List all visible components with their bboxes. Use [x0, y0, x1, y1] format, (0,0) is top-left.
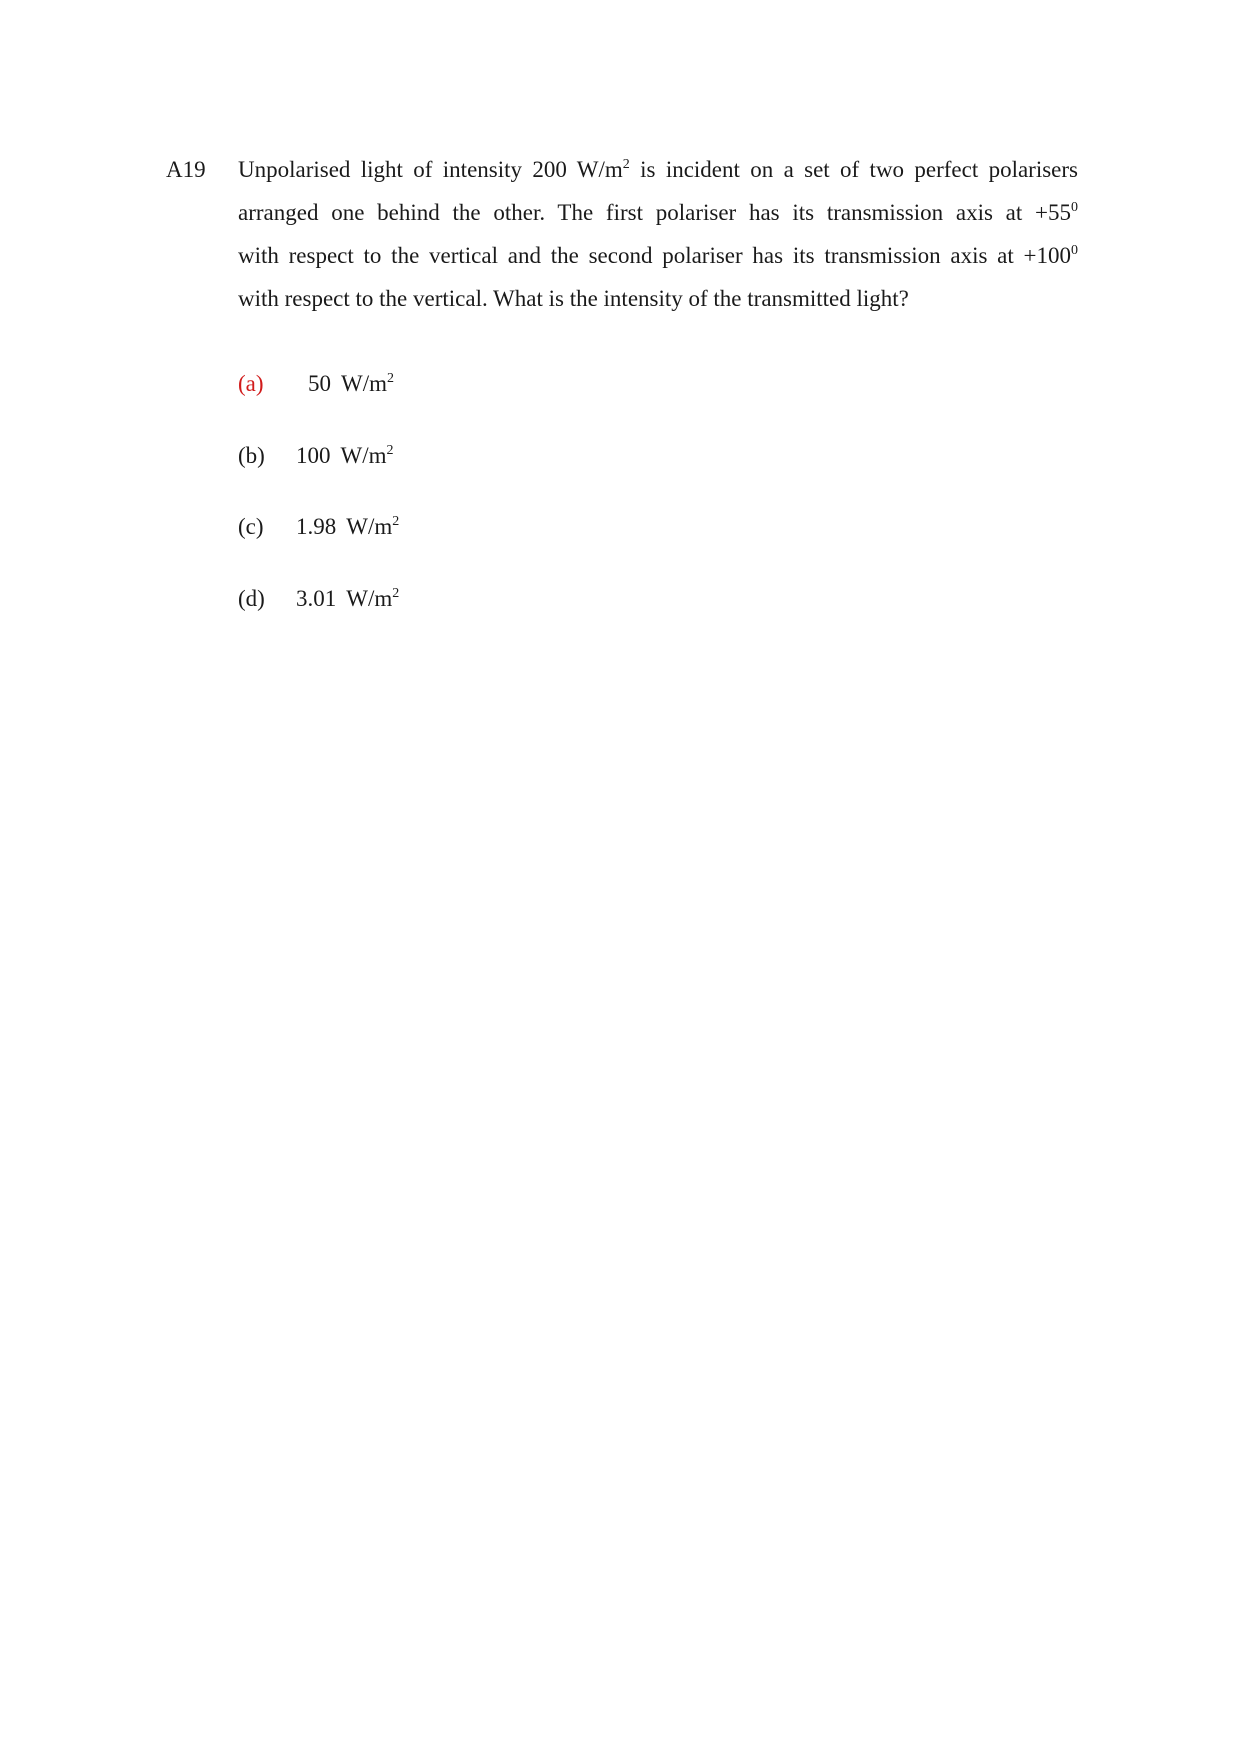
- option-label: (a): [238, 371, 264, 396]
- option-label: (d): [238, 586, 265, 611]
- option-label: (c): [238, 514, 264, 539]
- option-value: 100: [296, 443, 331, 468]
- option-c[interactable]: [238, 515, 399, 538]
- option-value: 50: [308, 371, 331, 396]
- question-line-1: Unpolarised light of intensity 200 $W/m^2$ is incident on a set of two perfect polarisers: [238, 157, 1078, 182]
- option-unit: $W/m^2$: [346, 586, 400, 611]
- option-value: 3.01: [296, 586, 337, 611]
- option-b[interactable]: [238, 444, 394, 467]
- option-unit: $W/m^2$: [340, 443, 394, 468]
- question-line-2: arranged one behind the other. The first polariser has its transmission axis at $+55^0$: [238, 200, 1078, 225]
- question-number: A19: [166, 157, 206, 182]
- option-unit: $W/m^2$: [346, 514, 400, 539]
- question-line-4: with respect to the vertical. What is the intensity of the transmitted light?: [238, 286, 909, 311]
- option-unit: $W/m^2$: [341, 371, 394, 396]
- option-a[interactable]: [238, 372, 394, 395]
- option-value: 1.98: [296, 514, 337, 539]
- question-line-3: with respect to the vertical and the second polariser has its transmission axis at $+100^0$: [238, 243, 1078, 268]
- option-d[interactable]: [238, 587, 399, 610]
- option-label: (b): [238, 443, 265, 468]
